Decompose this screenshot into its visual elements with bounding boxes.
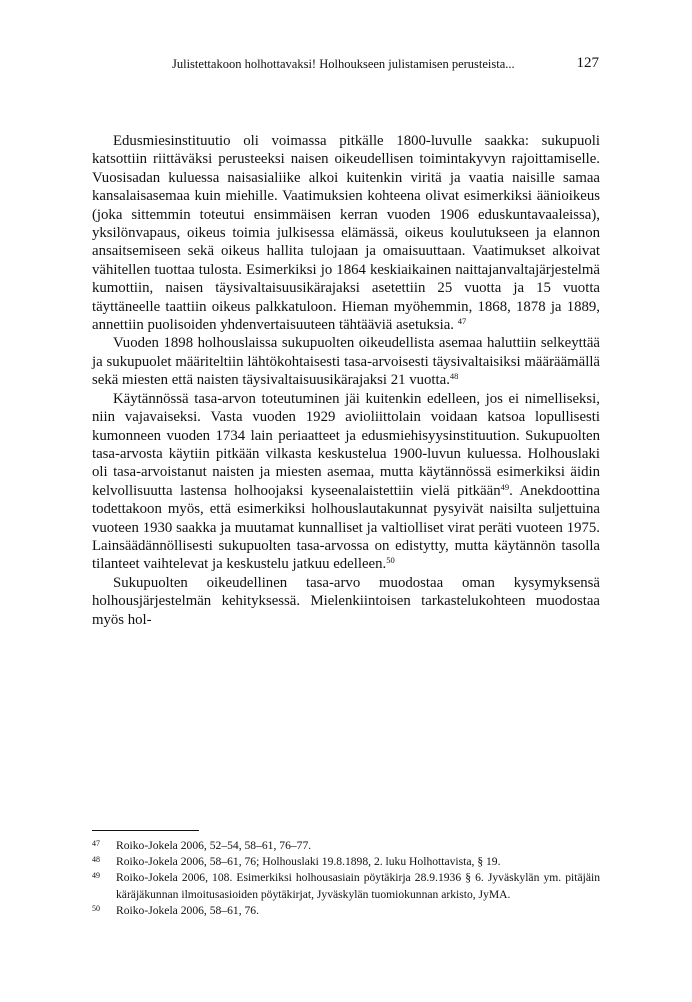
paragraph	[92, 574, 600, 629]
paragraph-text: Sukupuolten oikeudellinen tasa-arvo muodostaa oman kysymyksensä holhousjärjestelmän kehityksessä. Mielenkiintoisen tarkastelukohteen muodostaa myös hol-	[92, 574, 600, 628]
footnote-text: Roiko-Jokela 2006, 58–61, 76; Holhouslaki 19.8.1898, 2. luku Holhottavista, § 19.	[116, 855, 501, 869]
running-title: Julistettakoon holhottavaksi! Holhoukseen julistamisen perusteista...	[172, 57, 515, 71]
paragraph-text: Edusmiesinstituutio oli voimassa pitkälle 1800-luvulle saakka: sukupuoli katsottiin riittäväksi perusteeksi naisen oikeudellisen toimintakyvyn rajoittamiselle. Vuosisadan kuluessa naisasialiike alkoi kuitenkin viritä ja vaatia naisille samaa kansalaisasemaa kuin miehille. Vaatimuksien kohteena olivat esimerkiksi äänioikeus (joka sittemmin toteutui ensimmäisen kerran vuoden 1906 eduskuntavaaleissa), yksilönvapaus, oikeus toimia julkisessa elämässä, oikeus koulutukseen ja elannon ansaitsemiseen sekä oikeus hallita tulojaan ja omaisuuttaan. Vaatimukset alkoivat vähitellen tuottaa tulosta. Esimerkiksi jo 1864 keskiaikainen naittajanvaltajärjestelmä kumottiin, naisen täysivaltaisuusikärajaksi asetettiin 25 vuotta ja 15 vuotta täyttäneelle taattiin oikeus palkkatuloon. Hieman myöhemmin, 1868, 1878 ja 1889, annettiin puolisoiden yhdenvertaisuuteen tähtääviä asetuksia.	[92, 133, 600, 334]
footnotes	[92, 838, 600, 919]
footnote-divider	[92, 830, 199, 831]
running-header	[150, 55, 599, 75]
footnote-ref-47[interactable]: 47	[457, 316, 467, 327]
footnote-number: 47	[92, 839, 100, 848]
footnote-number: 50	[92, 903, 100, 913]
footnote-ref-49[interactable]: 49	[500, 481, 510, 492]
page-number: 127	[576, 55, 599, 71]
footnote-number: 48	[92, 855, 100, 865]
footnote-text: Roiko-Jokela 2006, 52–54, 58–61, 76–77.	[116, 839, 312, 852]
paragraph-text: Käytännössä tasa-arvon toteutuminen jäi kuitenkin edelleen, jos ei nimelliseksi, niin vajavaiseksi. Vasta vuoden 1929 avioliittolain voidaan katsoa lopullisesti kumonneen vuoden 1734 lain periaatteet ja edusmiehisyysinstituution. Sukupuolten tasa-arvosta käytiin pitkään vilkasta keskustelua 1900-luvun kuluessa. Holhouslaki oli tasa-arvoistanut naisten ja miesten asemaa, mutta käytännössä esimerkiksi äidin kelvollisuutta lastensa holhoojaksi kyseenalaistettiin vielä pitkään	[92, 390, 600, 499]
footnote-number: 49	[92, 871, 100, 881]
paragraph	[92, 132, 600, 334]
paragraph	[92, 390, 600, 574]
footnote-50	[92, 903, 600, 919]
footnote-ref-50[interactable]: 50	[386, 555, 395, 566]
paragraph-text: . Anekdoottina todettakoon myös, että esimerkiksi holhouslautakunnat pysyivät naisilta suljettuina vuoteen 1930 saakka ja muutamat kunnalliset ja valtiolliset virat peräti vuoteen 1975. Lainsäädännöllisesti sukupuolten tasa-arvossa on edistytty, mutta käytännön tasolla tilanteet vaihtelevat ja keskustelu jatkuu edelleen.	[92, 482, 600, 573]
footnote-text: Roiko-Jokela 2006, 58–61, 76.	[116, 903, 259, 917]
footnote-49	[92, 870, 600, 902]
paragraph	[92, 334, 600, 389]
footnote-48	[92, 854, 600, 870]
footnote-text: Roiko-Jokela 2006, 108. Esimerkiksi holhousasiain pöytäkirja 28.9.1936 § 6. Jyväskylän ym. pitäjäin käräjäkunnan ilmoitusasioiden pöytäkirjat, Jyväskylän tuomiokunnan arkisto, JyMA.	[116, 871, 600, 901]
body-text	[92, 132, 600, 629]
paragraph-text: Vuoden 1898 holhouslaissa sukupuolten oikeudellista asemaa haluttiin selkeyttää ja sukupuolet määriteltiin lähtökohtaisesti tasa-arvoisesti täysivaltaisiksi määräämällä sekä miesten että naisten täysivaltaisuusikärajaksi 21 vuotta.	[92, 335, 600, 389]
footnote-ref-48[interactable]: 48	[449, 371, 459, 382]
footnote-47	[92, 838, 600, 854]
